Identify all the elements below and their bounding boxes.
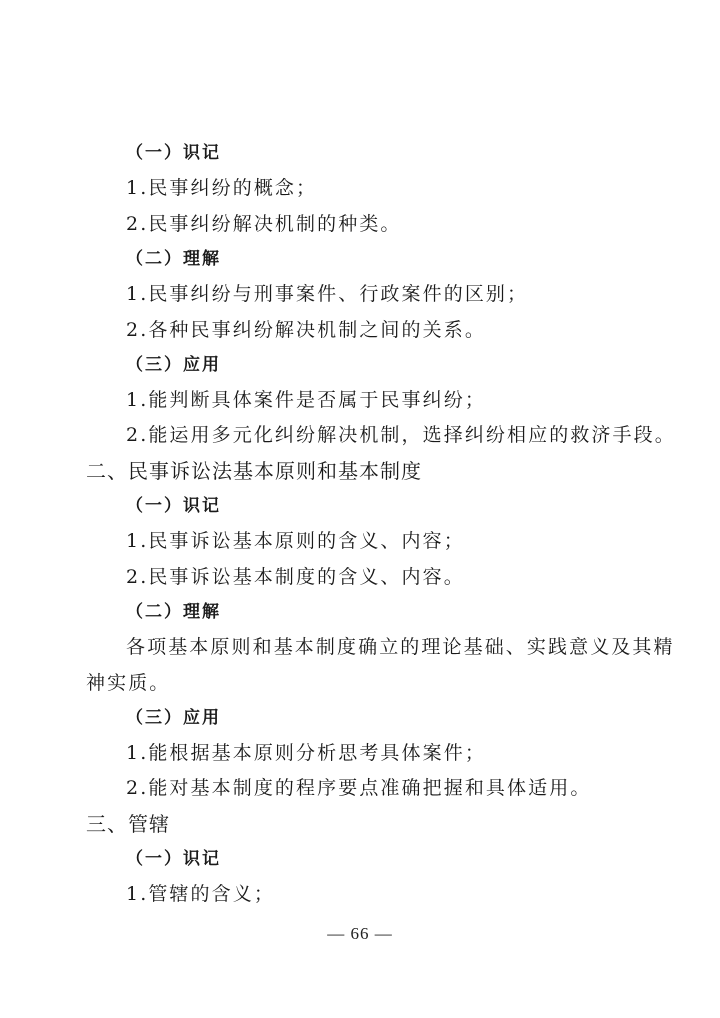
- list-item: 1.管辖的含义；: [126, 883, 275, 905]
- list-item: 2.民事纠纷解决机制的种类。: [126, 213, 402, 235]
- subsection-heading: （一）识记: [126, 496, 221, 516]
- page-number: — 66 —: [327, 924, 393, 943]
- list-item: 1.能判断具体案件是否属于民事纠纷；: [126, 389, 486, 411]
- list-item: 1.民事纠纷与刑事案件、行政案件的区别；: [126, 283, 529, 305]
- list-item: 1.民事纠纷的概念；: [126, 177, 318, 199]
- subsection-heading: （三）应用: [126, 355, 221, 375]
- list-item: 1.民事诉讼基本原则的含义、内容；: [126, 530, 465, 552]
- list-item: 1.能根据基本原则分析思考具体案件；: [126, 742, 486, 764]
- subsection-heading: （一）识记: [126, 849, 221, 869]
- list-item: 2.民事诉讼基本制度的含义、内容。: [126, 566, 465, 588]
- paragraph-line: 各项基本原则和基本制度确立的理论基础、实践意义及其精: [126, 636, 675, 658]
- list-item: 2.各种民事纠纷解决机制之间的关系。: [126, 319, 486, 341]
- subsection-heading: （二）理解: [126, 249, 221, 269]
- list-item: 2.能对基本制度的程序要点准确把握和具体适用。: [126, 777, 592, 799]
- list-item: 2.能运用多元化纠纷解决机制，选择纠纷相应的救济手段。: [126, 424, 676, 446]
- subsection-heading: （一）识记: [126, 143, 221, 163]
- section-heading: 三、管辖: [86, 812, 170, 836]
- paragraph-continuation: 神实质。: [86, 672, 171, 694]
- section-heading: 二、民事诉讼法基本原则和基本制度: [86, 459, 422, 483]
- subsection-heading: （三）应用: [126, 708, 221, 728]
- subsection-heading: （二）理解: [126, 602, 221, 622]
